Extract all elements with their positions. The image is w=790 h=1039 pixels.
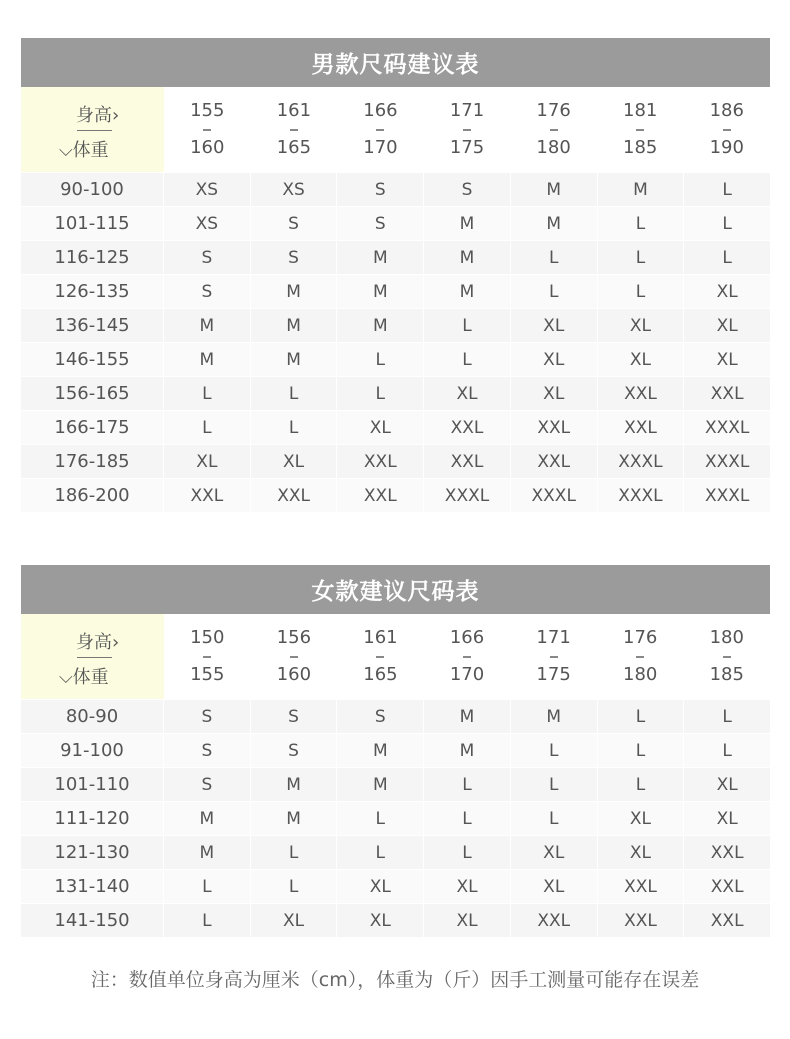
height-column-header (164, 614, 251, 699)
women-header-row (21, 614, 770, 699)
size-cell: L (164, 411, 251, 444)
size-cell: XXL (598, 904, 685, 937)
height-range-end: 175 (449, 137, 485, 158)
size-cell: M (337, 309, 424, 342)
table-row (21, 274, 770, 308)
height-range-start: 171 (449, 100, 485, 121)
table-row (21, 240, 770, 274)
size-cell: L (424, 343, 511, 376)
weight-range-cell: 91-100 (21, 734, 164, 767)
size-cell: XL (716, 281, 738, 302)
size-cell: S (337, 173, 424, 206)
height-range-end: 160 (276, 664, 312, 685)
size-cell: XXXL (511, 479, 598, 512)
table-row (21, 733, 770, 767)
height-range-end: 175 (536, 664, 571, 685)
size-cell: L (251, 836, 338, 869)
size-cell: XL (424, 870, 511, 903)
range-dash (376, 656, 384, 658)
corner-divider (77, 657, 112, 658)
size-cell: L (424, 836, 511, 869)
size-cell: XXL (511, 904, 598, 937)
range-dash (550, 129, 558, 131)
size-cell: M (251, 802, 338, 835)
height-range-start: 186 (709, 100, 744, 121)
height-range-start: 156 (276, 627, 312, 648)
weight-range-cell: 166-175 (21, 411, 164, 444)
weight-range-cell: 121-130 (21, 836, 164, 869)
size-cell: M (337, 768, 424, 801)
height-column-header (683, 87, 770, 172)
size-cell: XS (251, 173, 338, 206)
size-cell: XXL (710, 910, 744, 931)
size-cell: M (337, 275, 424, 308)
size-cell: XXL (511, 445, 598, 478)
table-row (21, 410, 770, 444)
size-cell: M (164, 343, 251, 376)
size-cell: L (164, 377, 251, 410)
range-dash (723, 656, 731, 658)
range-dash (550, 656, 558, 658)
size-cell: L (424, 309, 511, 342)
size-cell: XXL (710, 876, 744, 897)
size-cell: M (511, 173, 598, 206)
size-cell: M (424, 734, 511, 767)
height-column-header (251, 614, 338, 699)
size-cell: L (722, 247, 732, 268)
size-cell: S (424, 173, 511, 206)
size-cell: S (164, 241, 251, 274)
height-range-start: 161 (276, 100, 312, 121)
size-cell: XL (337, 904, 424, 937)
table-row (21, 308, 770, 342)
height-column-header (597, 614, 684, 699)
range-dash (723, 129, 731, 131)
weight-range-cell: 111-120 (21, 802, 164, 835)
size-cell: L (722, 213, 732, 234)
height-column-header (510, 614, 597, 699)
size-cell: L (598, 275, 685, 308)
size-cell: XXL (424, 411, 511, 444)
weight-range-cell: 176-185 (21, 445, 164, 478)
height-range-start: 176 (623, 627, 658, 648)
height-column-header (337, 614, 424, 699)
height-range-start: 181 (623, 100, 658, 121)
height-range-end: 160 (190, 137, 225, 158)
size-cell: M (251, 275, 338, 308)
height-range-end: 190 (709, 137, 744, 158)
size-cell: XL (716, 315, 738, 336)
size-cell: XL (716, 774, 738, 795)
size-cell: M (424, 207, 511, 240)
size-cell: S (251, 700, 338, 733)
size-cell: XXL (710, 383, 744, 404)
height-column-header (683, 614, 770, 699)
size-cell: L (424, 802, 511, 835)
size-cell: L (511, 241, 598, 274)
size-cell: XL (424, 377, 511, 410)
size-cell: L (722, 706, 732, 727)
size-cell: XL (251, 445, 338, 478)
size-cell: XXL (598, 411, 685, 444)
size-cell: XL (424, 904, 511, 937)
table-row (21, 342, 770, 376)
weight-range-cell: 141-150 (21, 904, 164, 937)
size-cell: L (251, 870, 338, 903)
weight-range-cell: 101-110 (21, 768, 164, 801)
size-cell: L (598, 241, 685, 274)
size-cell: XL (337, 411, 424, 444)
height-range-start: 166 (449, 627, 485, 648)
table-row (21, 903, 770, 937)
size-cell: S (164, 768, 251, 801)
height-range-start: 180 (709, 627, 744, 648)
weight-range-cell: 136-145 (21, 309, 164, 342)
size-cell: XXL (337, 479, 424, 512)
range-dash (636, 129, 644, 131)
table-row (21, 444, 770, 478)
size-cell: L (511, 734, 598, 767)
size-cell: L (251, 377, 338, 410)
weight-range-cell: 131-140 (21, 870, 164, 903)
men-table-title: 男款尺码建议表 (21, 38, 770, 87)
size-cell: XL (716, 349, 738, 370)
size-cell: L (251, 411, 338, 444)
table-row (21, 699, 770, 733)
corner-divider (77, 130, 112, 131)
size-cell: XXXL (704, 485, 750, 506)
women-corner-cell (21, 614, 164, 699)
size-cell: M (251, 768, 338, 801)
height-column-header (424, 87, 511, 172)
range-dash (463, 129, 471, 131)
size-cell: L (598, 768, 685, 801)
size-cell: M (424, 241, 511, 274)
size-cell: XL (511, 870, 598, 903)
height-range-end: 170 (363, 137, 398, 158)
size-cell: XXL (710, 842, 744, 863)
weight-range-cell: 101-115 (21, 207, 164, 240)
size-cell: S (251, 241, 338, 274)
women-size-table (21, 565, 770, 937)
range-dash (203, 129, 211, 131)
size-cell: XXXL (598, 479, 685, 512)
size-cell: S (164, 275, 251, 308)
height-range-start: 176 (536, 100, 571, 121)
weight-range-cell: 156-165 (21, 377, 164, 410)
size-cell: L (424, 768, 511, 801)
weight-range-cell: 146-155 (21, 343, 164, 376)
size-cell: L (337, 377, 424, 410)
size-cell: XS (164, 207, 251, 240)
range-dash (463, 656, 471, 658)
weight-range-cell: 80-90 (21, 700, 164, 733)
height-column-header (164, 87, 251, 172)
size-cell: L (511, 768, 598, 801)
height-range-start: 166 (363, 100, 398, 121)
size-cell: XXL (424, 445, 511, 478)
men-header-row (21, 87, 770, 172)
size-cell: XXL (251, 479, 338, 512)
size-cell: XL (598, 802, 685, 835)
size-cell: M (424, 700, 511, 733)
size-cell: L (164, 870, 251, 903)
size-cell: L (598, 207, 685, 240)
women-table-title: 女款建议尺码表 (21, 565, 770, 614)
size-cell: XL (598, 836, 685, 869)
height-range-end: 185 (623, 137, 658, 158)
table-row (21, 206, 770, 240)
size-cell: XXXL (598, 445, 685, 478)
weight-axis-label: ⌵体重 (59, 140, 109, 161)
size-cell: L (598, 734, 685, 767)
size-cell: XXXL (424, 479, 511, 512)
size-cell: L (722, 740, 732, 761)
size-cell: XL (251, 904, 338, 937)
size-cell: XL (716, 808, 738, 829)
size-cell: XL (511, 309, 598, 342)
size-cell: M (164, 309, 251, 342)
table-row (21, 478, 770, 512)
size-cell: XL (598, 343, 685, 376)
size-cell: S (337, 207, 424, 240)
height-column-header (597, 87, 684, 172)
height-column-header (337, 87, 424, 172)
size-cell: XL (511, 343, 598, 376)
height-range-end: 185 (709, 664, 744, 685)
size-cell: M (511, 700, 598, 733)
size-cell: XL (337, 870, 424, 903)
weight-range-cell: 126-135 (21, 275, 164, 308)
size-cell: XL (511, 377, 598, 410)
height-range-start: 161 (363, 627, 398, 648)
size-cell: XXL (164, 479, 251, 512)
women-table-body (21, 699, 770, 937)
size-cell: M (337, 734, 424, 767)
men-size-table (21, 38, 770, 512)
table-row (21, 869, 770, 903)
height-axis-label: 身高› (76, 632, 120, 653)
size-cell: L (722, 179, 732, 200)
range-dash (290, 129, 298, 131)
size-cell: M (164, 802, 251, 835)
size-cell: S (164, 734, 251, 767)
height-column-header (424, 614, 511, 699)
range-dash (203, 656, 211, 658)
size-cell: XXL (511, 411, 598, 444)
table-row (21, 801, 770, 835)
size-cell: M (164, 836, 251, 869)
height-range-start: 155 (190, 100, 225, 121)
table-row (21, 835, 770, 869)
size-cell: XS (164, 173, 251, 206)
size-cell: L (337, 343, 424, 376)
men-corner-cell (21, 87, 164, 172)
weight-range-cell: 90-100 (21, 173, 164, 206)
size-cell: XL (598, 309, 685, 342)
height-range-end: 180 (623, 664, 658, 685)
size-cell: S (337, 700, 424, 733)
size-cell: M (424, 275, 511, 308)
footnote: 注：数值单位身高为厘米（cm），体重为（斤）因手工测量可能存在误差 (90, 969, 700, 991)
size-cell: XL (511, 836, 598, 869)
height-range-start: 171 (536, 627, 571, 648)
size-cell: XXL (337, 445, 424, 478)
size-cell: XL (164, 445, 251, 478)
weight-axis-label: ⌵体重 (59, 667, 109, 688)
size-cell: XXL (598, 377, 685, 410)
table-row (21, 376, 770, 410)
height-column-header (510, 87, 597, 172)
size-cell: XXXL (704, 417, 750, 438)
size-cell: XXXL (704, 451, 750, 472)
size-cell: M (598, 173, 685, 206)
size-cell: L (164, 904, 251, 937)
table-row (21, 767, 770, 801)
size-cell: L (337, 802, 424, 835)
height-range-end: 165 (276, 137, 312, 158)
height-range-end: 165 (363, 664, 398, 685)
size-cell: M (511, 207, 598, 240)
height-range-end: 170 (449, 664, 485, 685)
weight-range-cell: 116-125 (21, 241, 164, 274)
height-column-header (251, 87, 338, 172)
size-cell: M (251, 343, 338, 376)
size-cell: S (251, 207, 338, 240)
height-range-start: 150 (190, 627, 225, 648)
size-cell: M (251, 309, 338, 342)
range-dash (376, 129, 384, 131)
size-cell: L (598, 700, 685, 733)
size-cell: XXL (598, 870, 685, 903)
size-cell: S (164, 700, 251, 733)
range-dash (636, 656, 644, 658)
range-dash (290, 656, 298, 658)
men-table-body (21, 172, 770, 512)
height-range-end: 155 (190, 664, 225, 685)
height-range-end: 180 (536, 137, 571, 158)
table-row (21, 172, 770, 206)
size-cell: L (511, 275, 598, 308)
weight-range-cell: 186-200 (21, 479, 164, 512)
size-cell: M (337, 241, 424, 274)
height-axis-label: 身高› (76, 105, 120, 126)
size-cell: L (337, 836, 424, 869)
size-cell: L (511, 802, 598, 835)
size-cell: S (251, 734, 338, 767)
